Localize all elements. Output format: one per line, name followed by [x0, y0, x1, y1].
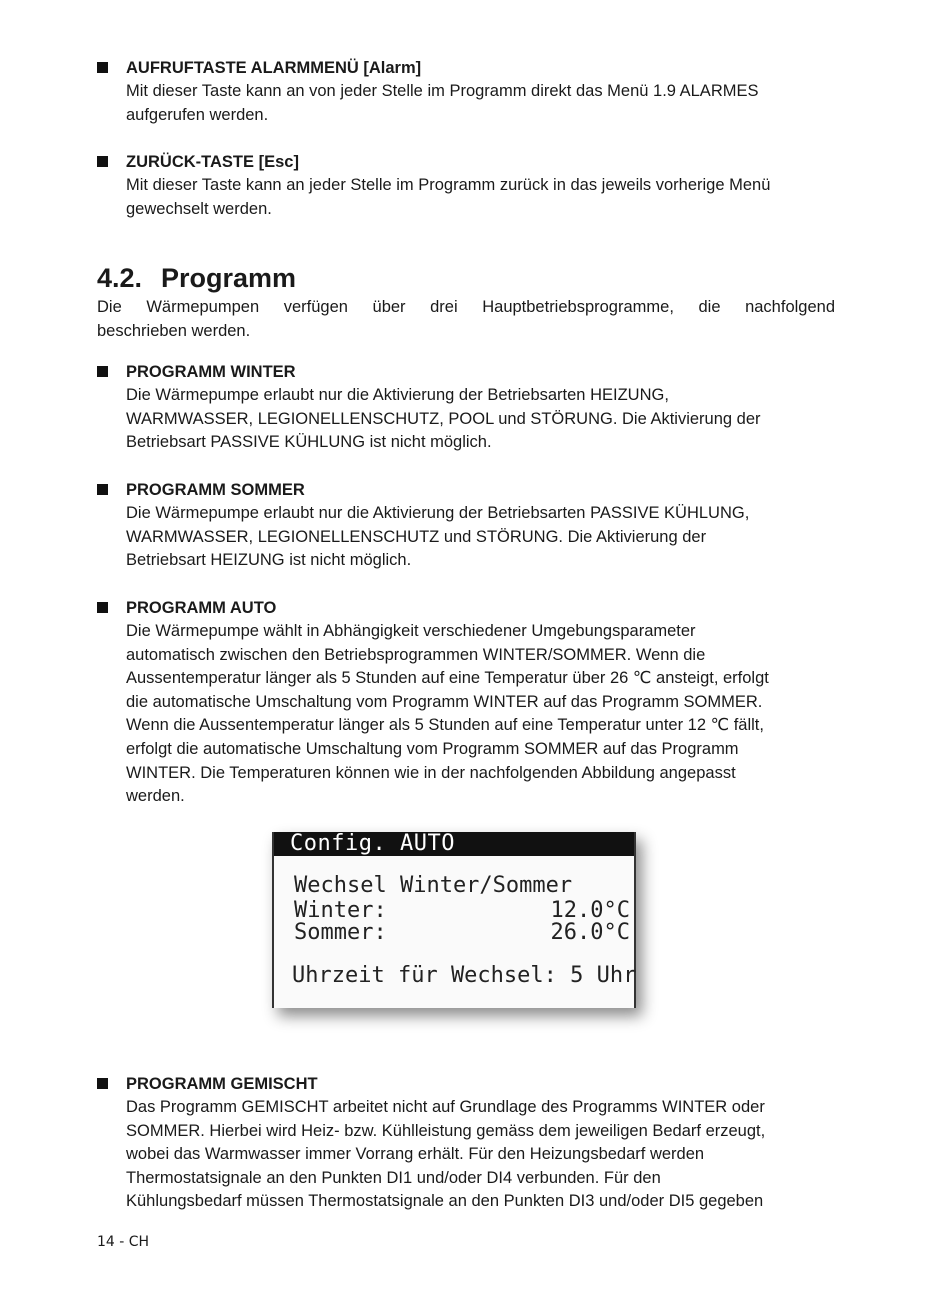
program-title: PROGRAMM WINTER — [126, 363, 296, 381]
section-title: Programm — [161, 263, 297, 293]
program-body — [126, 1096, 837, 1214]
body-line: Die Wärmepumpe erlaubt nur die Aktivierung der Betriebsarten PASSIVE KÜHLUNG, — [126, 504, 750, 522]
lcd-winter-value: 12.0°C — [550, 898, 630, 923]
body-line: automatisch zwischen den Betriebsprogrammen WINTER/SOMMER. Wenn die — [126, 645, 706, 664]
body-line: Die Wärmepumpe erlaubt nur die Aktivierung der Betriebsarten HEIZUNG, — [126, 386, 669, 404]
lcd-heading: Wechsel Winter/Sommer — [294, 873, 573, 898]
program-title: PROGRAMM GEMISCHT — [126, 1075, 318, 1093]
lcd-sommer-label: Sommer: — [294, 920, 387, 945]
body-line: Kühlungsbedarf müssen Thermostatsignale an den Punkten DI3 und/oder DI5 gegeben — [126, 1192, 764, 1211]
section-alarm-key — [97, 56, 837, 127]
body-line: Aussentemperatur länger als 5 Stunden auf eine Temperatur über 26 ℃ ansteigt, erfolgt — [126, 669, 769, 688]
body-line: wobei das Warmwasser immer Vorrang erhält. Für den Heizungsbedarf werden — [126, 1145, 705, 1164]
item-title: AUFRUFTASTE ALARMMENÜ [Alarm] — [126, 59, 422, 77]
program-body — [126, 384, 837, 455]
body-line: gewechselt werden. — [126, 199, 272, 218]
body-line: WARMWASSER, LEGIONELLENSCHUTZ und STÖRUNG. Die Aktivierung der — [126, 527, 707, 546]
body-line: aufgerufen werden. — [126, 105, 269, 124]
lcd-title: Config. AUTO — [290, 831, 455, 856]
program-title: PROGRAMM AUTO — [126, 599, 277, 617]
body-line: Das Programm GEMISCHT arbeitet nicht auf Grundlage des Programms WINTER oder — [126, 1098, 765, 1116]
lcd-switch-time: Uhrzeit für Wechsel: 5 Uhr — [292, 963, 637, 988]
lcd-config-auto-screenshot — [272, 832, 636, 1008]
body-line: Die Wärmepumpe wählt in Abhängigkeit verschiedener Umgebungsparameter — [126, 622, 696, 640]
section-back-key — [97, 150, 837, 221]
body-line: Wenn die Aussentemperatur länger als 5 Stunden auf eine Temperatur unter 12 ℃ fällt, — [126, 716, 764, 735]
section-intro — [97, 296, 835, 343]
square-bullet-icon — [97, 484, 108, 495]
body-line: SOMMER. Hierbei wird Heiz- bzw. Kühlleistung gemäss dem jeweiligen Bedarf erzeugt, — [126, 1121, 766, 1140]
program-body — [126, 620, 837, 809]
section-number: 4.2. — [97, 263, 143, 293]
body-line: Mit dieser Taste kann an von jeder Stelle im Programm direkt das Menü 1.9 ALARMES — [126, 82, 759, 100]
body-line: Thermostatsignale an den Punkten DI1 und/oder DI4 verbunden. Für den — [126, 1168, 661, 1187]
body-line: Mit dieser Taste kann an jeder Stelle im Programm zurück in das jeweils vorherige Menü — [126, 176, 771, 194]
program-gemischt — [97, 1072, 837, 1214]
item-body — [126, 80, 837, 127]
intro-line: beschrieben werden. — [97, 321, 251, 340]
page-footer: 14 - CH — [97, 1234, 150, 1250]
body-line: Betriebsart PASSIVE KÜHLUNG ist nicht möglich. — [126, 433, 492, 452]
body-line: Betriebsart HEIZUNG ist nicht möglich. — [126, 551, 412, 570]
square-bullet-icon — [97, 62, 108, 73]
body-line: erfolgt die automatische Umschaltung vom Programm SOMMER auf das Programm — [126, 739, 739, 758]
program-sommer — [97, 478, 837, 573]
program-title: PROGRAMM SOMMER — [126, 481, 305, 499]
section-heading — [97, 262, 296, 294]
square-bullet-icon — [97, 156, 108, 167]
lcd-sommer-value: 26.0°C — [550, 920, 630, 945]
program-auto — [97, 596, 837, 809]
intro-line: Die Wärmepumpen verfügen über drei Hauptbetriebsprogramme, die nachfolgend — [97, 298, 835, 316]
item-title: ZURÜCK-TASTE [Esc] — [126, 153, 299, 171]
lcd-winter-label: Winter: — [294, 898, 387, 923]
program-body — [126, 502, 837, 573]
body-line: die automatische Umschaltung vom Programm WINTER auf das Programm SOMMER. — [126, 692, 763, 711]
program-winter — [97, 360, 837, 455]
body-line: WARMWASSER, LEGIONELLENSCHUTZ, POOL und STÖRUNG. Die Aktivierung der — [126, 409, 761, 428]
body-line: WINTER. Die Temperaturen können wie in der nachfolgenden Abbildung angepasst — [126, 763, 736, 782]
body-line: werden. — [126, 787, 185, 806]
square-bullet-icon — [97, 366, 108, 377]
square-bullet-icon — [97, 602, 108, 613]
square-bullet-icon — [97, 1078, 108, 1089]
lcd-title-bar — [274, 832, 634, 856]
item-body — [126, 174, 837, 221]
